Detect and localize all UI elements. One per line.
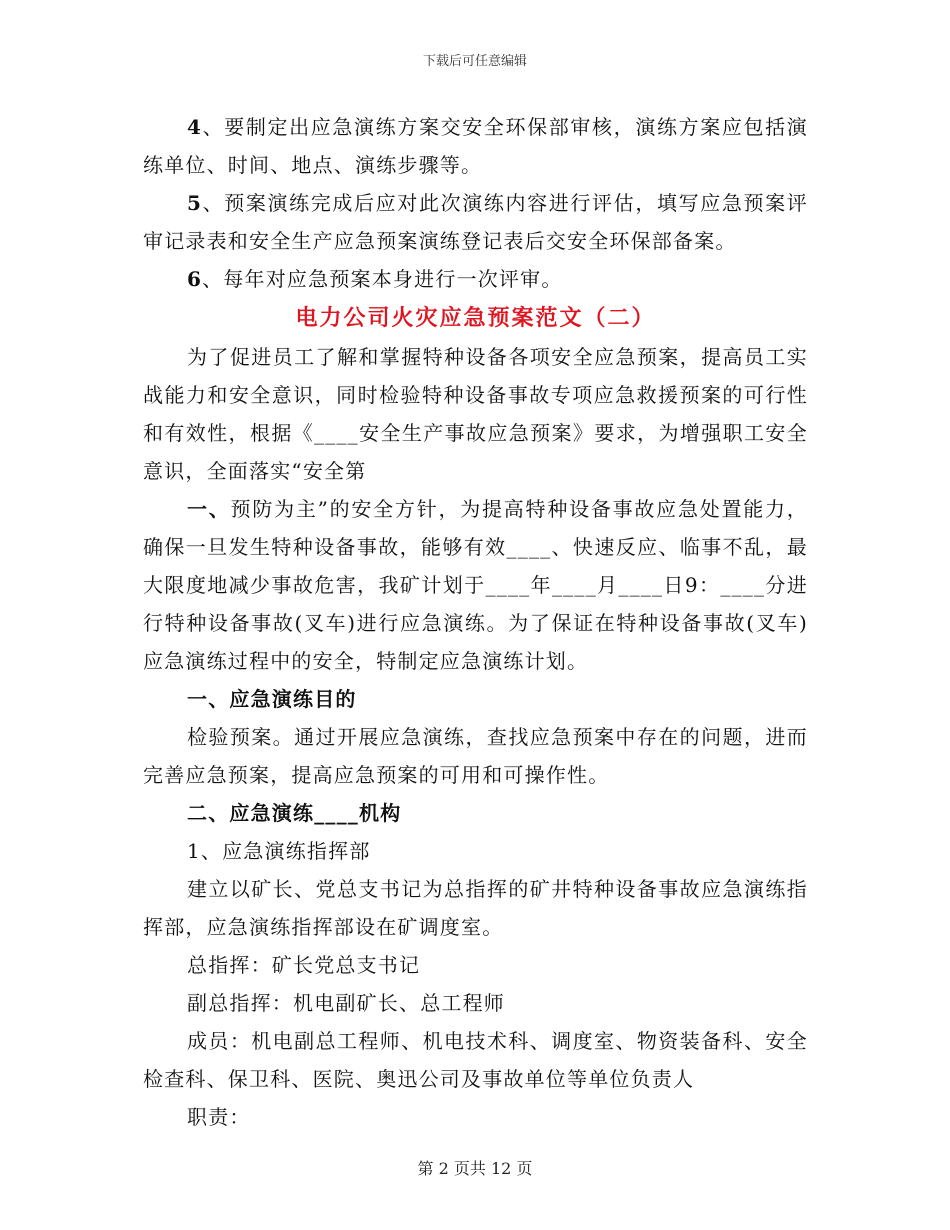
list-item: [143, 184, 808, 260]
list-item: [143, 108, 808, 184]
paragraph-purpose: 检验预案。通过开展应急演练，查找应急预案中存在的问题，进而完善应急预案，提高应急预案的可用和可操作性。: [143, 725, 808, 787]
list-item: [143, 260, 808, 298]
document-body: [143, 108, 808, 1136]
section-title: 电力公司火灾应急预案范文（二）: [295, 305, 656, 331]
item-number: 5: [187, 191, 203, 215]
paragraph-deputy: 副总指挥：机电副矿长、总工程师: [187, 991, 505, 1015]
paragraph-members: 成员：机电副总工程师、机电技术科、调度室、物资装备科、安全检查科、保卫科、医院、奥迅公司及事故单位等单位负责人: [143, 1029, 808, 1091]
paragraph-text: 预防为主”的安全方针，为提高特种设备事故应急处置能力，确保一旦发生特种设备事故，能够有效____、快速反应、临事不乱，最大限度地减少事故危害，我矿计划于____年____月____日9：____分进行特种设备事故(叉车)进行应急演练。为了保证在特种设备事故(叉车)应急演练过程中的安全，特制定应急演练计划。: [143, 497, 808, 673]
item-number: 6: [187, 267, 203, 291]
paragraph-commander: 总指挥：矿长党总支书记: [187, 953, 421, 977]
paragraph-intro: 为了促进员工了解和掌握特种设备各项安全应急预案，提高员工实战能力和安全意识，同时检验特种设备事故专项应急救援预案的可行性和有效性，根据《____安全生产事故应急预案》要求，为增强职工安全意识，全面落实“安全第: [143, 345, 808, 483]
heading-purpose: 一、应急演练目的: [187, 687, 357, 711]
subheading-command: 1、应急演练指挥部: [187, 839, 371, 863]
page-footer: 第 2 页共 12 页: [417, 1159, 533, 1178]
item-number: 4: [187, 115, 203, 139]
heading-organization: 二、应急演练____机构: [187, 801, 402, 825]
item-text: 、要制定出应急演练方案交安全环保部审核，演练方案应包括演练单位、时间、地点、演练步骤等。: [143, 115, 808, 177]
paragraph-duties: 职责：: [187, 1105, 251, 1129]
paragraph-policy: [143, 490, 808, 680]
paragraph-lead: 一、: [187, 497, 231, 521]
item-text: 、预案演练完成后应对此次演练内容进行评估，填写应急预案评审记录表和安全生产应急预案演练登记表后交安全环保部备案。: [143, 191, 808, 253]
item-text: 、每年对应急预案本身进行一次评审。: [202, 267, 563, 291]
paragraph-command: 建立以矿长、党总支书记为总指挥的矿井特种设备事故应急演练指挥部，应急演练指挥部设在矿调度室。: [143, 877, 808, 939]
page-header: 下载后可任意编辑: [422, 54, 527, 69]
